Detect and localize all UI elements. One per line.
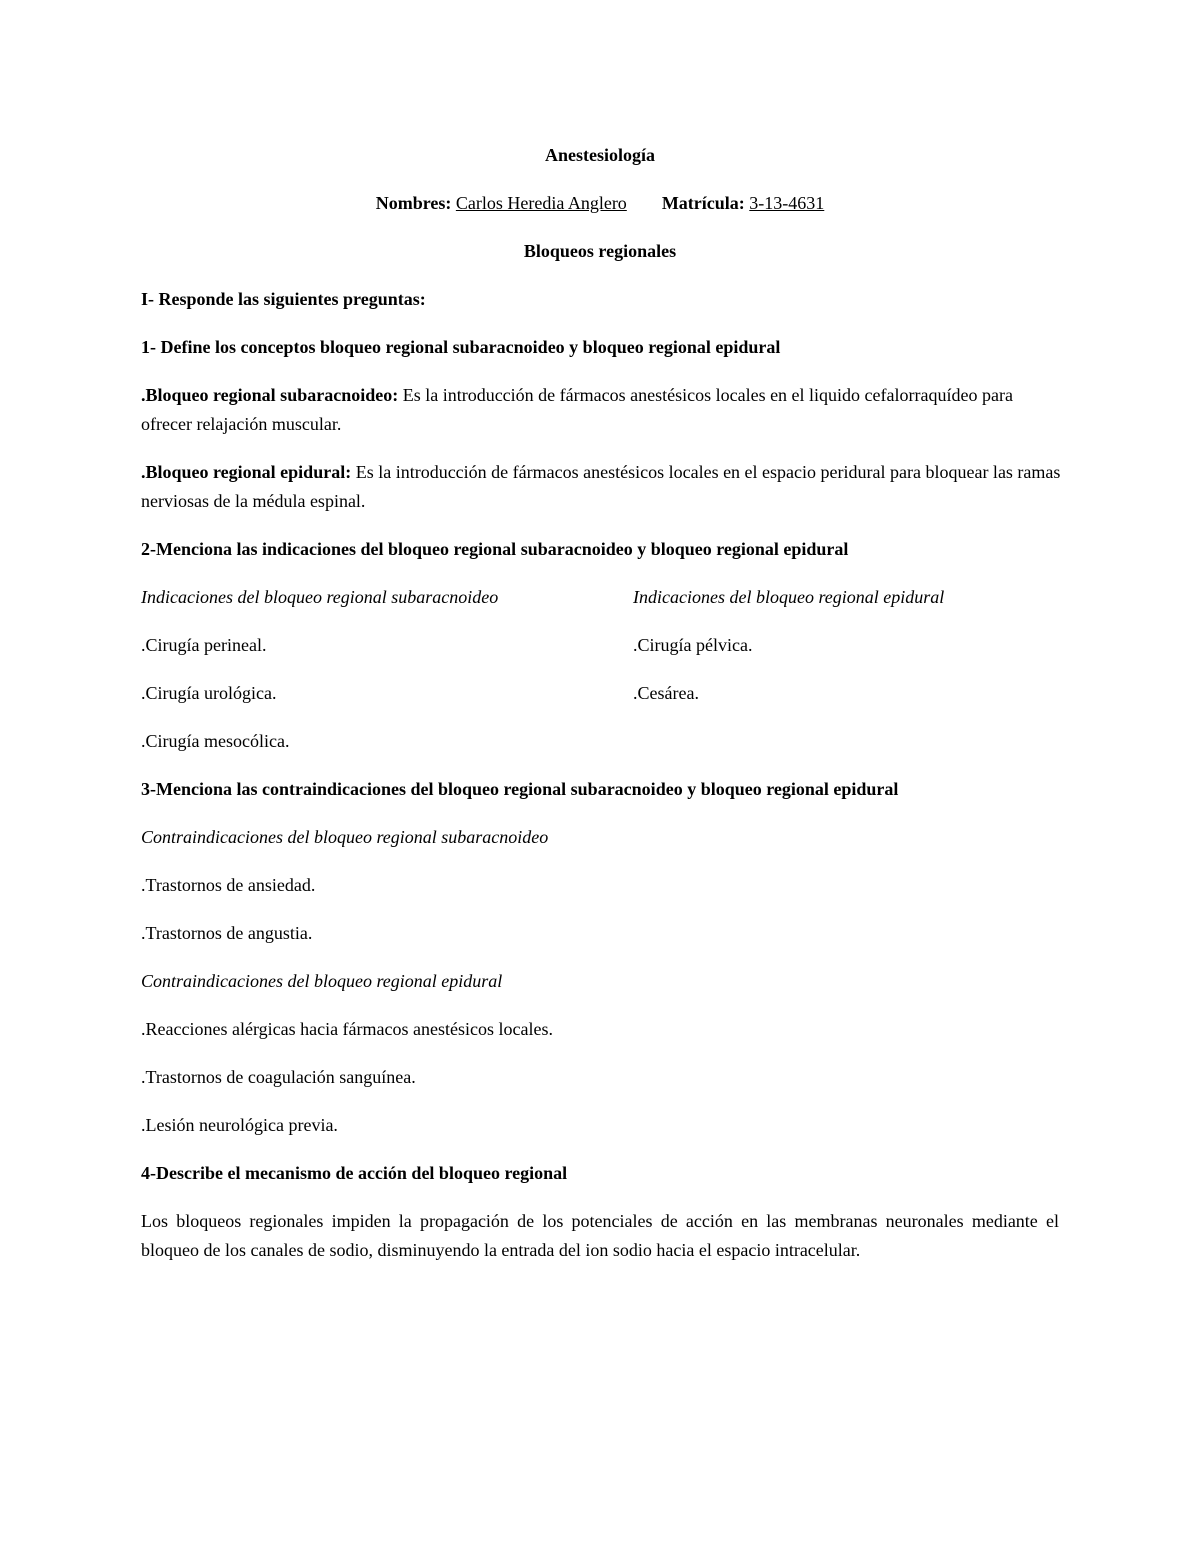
- document-subtitle: Bloqueos regionales: [523, 241, 677, 261]
- question-1: 1- Define los conceptos bloqueo regional subaracnoideo y bloqueo regional epidural: [141, 337, 781, 357]
- nombres-label: Nombres:: [375, 193, 452, 213]
- matricula-label: Matrícula:: [661, 193, 745, 213]
- list-item: .Trastornos de angustia.: [141, 923, 313, 943]
- definition-term: .Bloqueo regional subaracnoideo:: [141, 385, 399, 405]
- list-item: .Cesárea.: [633, 683, 699, 703]
- indications-epidural-heading: Indicaciones del bloqueo regional epidural: [633, 587, 945, 607]
- list-item: .Cirugía urológica.: [141, 683, 277, 703]
- contraindications-subaracnoideo-heading: Contraindicaciones del bloqueo regional subaracnoideo: [141, 827, 549, 847]
- list-item: .Trastornos de ansiedad.: [141, 875, 316, 895]
- definition-text: Es la introducción de fármacos anestésicos locales en el espacio peridural para bloquear las ramas nerviosas de la médula espinal.: [141, 462, 1061, 511]
- mechanism-answer: Los bloqueos regionales impiden la propagación de los potenciales de acción en las membranas neuronales mediante el bloqueo de los canales de sodio, disminuyendo la entrada del ion sodio hacia el espacio intracelular.: [141, 1211, 1059, 1260]
- matricula-value: 3-13-4631: [749, 193, 825, 213]
- definition-text: Es la introducción de fármacos anestésicos locales en el liquido cefalorraquídeo para ofrecer relajación muscular.: [141, 385, 1013, 434]
- question-4: 4-Describe el mecanismo de acción del bloqueo regional: [141, 1163, 568, 1183]
- section-heading: I- Responde las siguientes preguntas:: [141, 289, 426, 309]
- contraindications-epidural-heading: Contraindicaciones del bloqueo regional epidural: [141, 971, 503, 991]
- nombres-value: Carlos Heredia Anglero: [455, 193, 627, 213]
- list-item: .Trastornos de coagulación sanguínea.: [141, 1067, 416, 1087]
- list-item: .Cirugía perineal.: [141, 635, 267, 655]
- question-2: 2-Menciona las indicaciones del bloqueo regional subaracnoideo y bloqueo regional epidural: [141, 539, 849, 559]
- list-item: .Cirugía pélvica.: [633, 635, 753, 655]
- question-3: 3-Menciona las contraindicaciones del bloqueo regional subaracnoideo y bloqueo regional epidural: [141, 779, 899, 799]
- list-item: .Reacciones alérgicas hacia fármacos anestésicos locales.: [141, 1019, 553, 1039]
- document-title: Anestesiología: [545, 145, 655, 165]
- list-item: .Lesión neurológica previa.: [141, 1115, 338, 1135]
- definition-subaracnoideo: [141, 381, 1061, 439]
- definition-epidural: [141, 458, 1061, 516]
- definition-term: .Bloqueo regional epidural:: [141, 462, 352, 482]
- student-info-line: [0, 189, 1200, 218]
- list-item: .Cirugía mesocólica.: [141, 731, 290, 751]
- indications-subaracnoideo-heading: Indicaciones del bloqueo regional subaracnoideo: [141, 587, 499, 607]
